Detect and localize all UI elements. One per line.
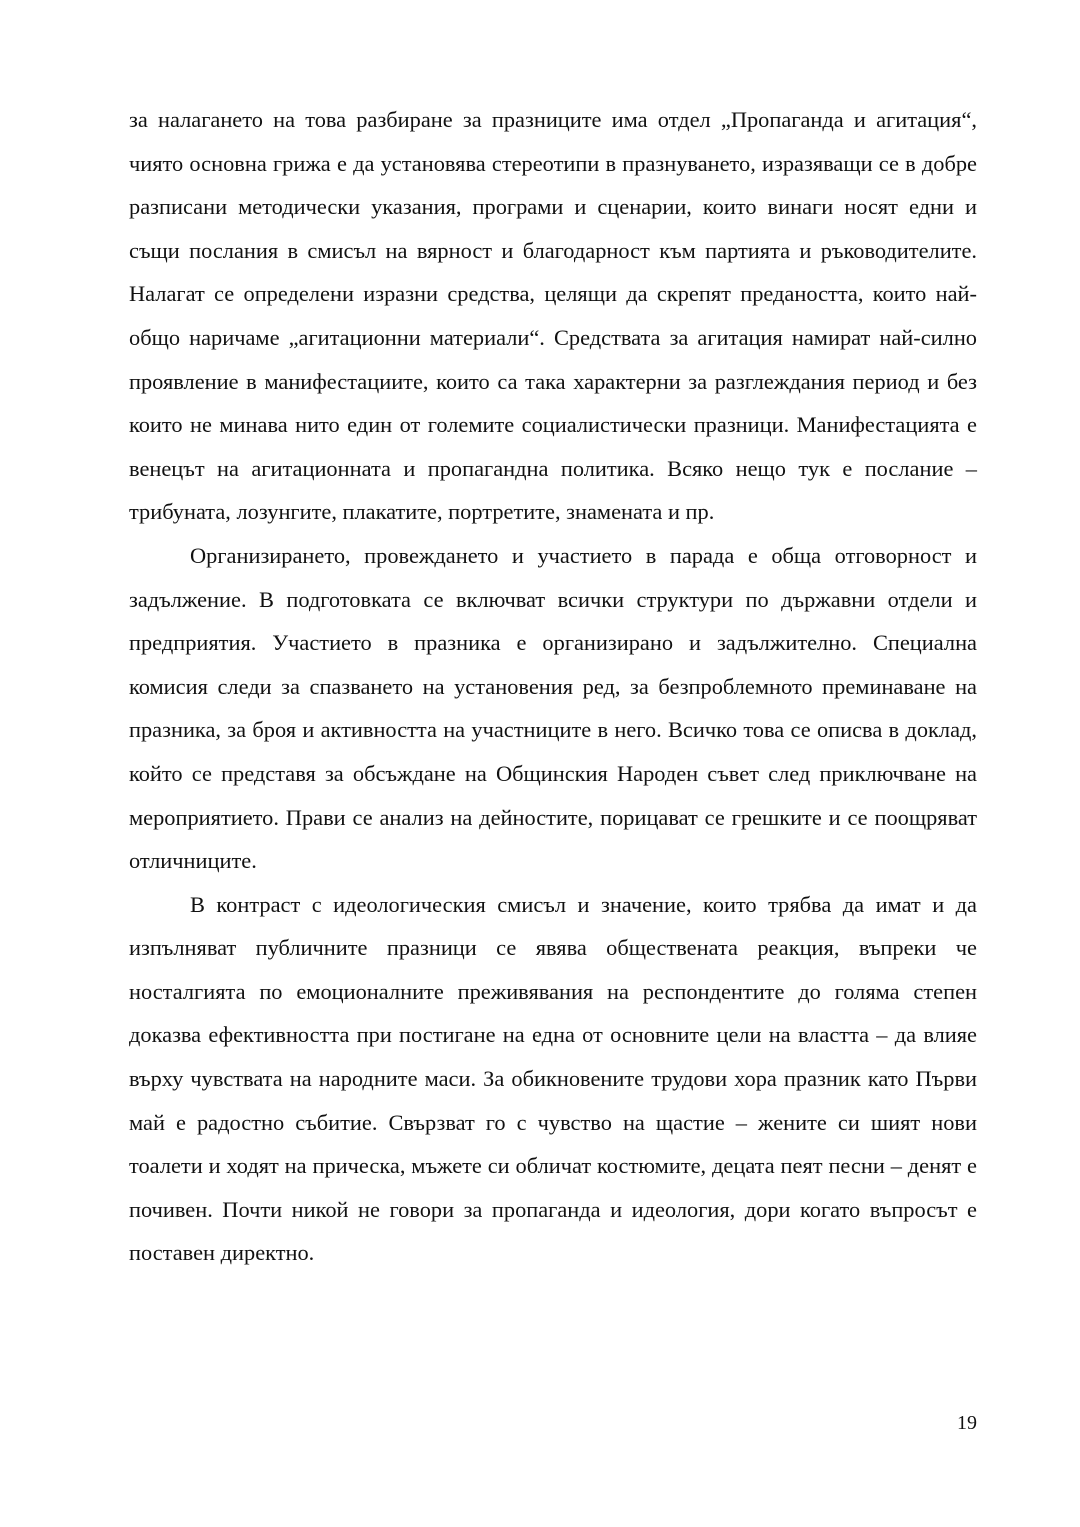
paragraph-continuation: за налагането на това разбиране за празниците има отдел „Пропаганда и агитация“, чиято основна грижа е да установява стереотипи в празнуването, изразяващи се в добре разписани методически указания, програми и сценарии, които винаги носят едни и същи послания в смисъл на вярност и благодарност към партията и ръководителите. Налагат се определени изразни средства, целящи да скрепят предаността, които най-общо наричаме „агитационни материали“. Средствата за агитация намират най-силно проявление в манифестациите, които са така характерни за разглеждания период и без които не минава нито един от големите социалистически празници. Манифестацията е венецът на агитационната и пропагандна политика. Всяко нещо тук е послание – трибуната, лозунгите, плакатите, портретите, знамената и пр. [129,107,977,525]
body-text [129,98,977,1275]
page-number: 19 [957,1412,977,1434]
paragraph-contrast: В контраст с идеологическия смисъл и значение, които трябва да имат и да изпълняват публичните празници се явява обществената реакция, въпреки че носталгията по емоционалните преживявания на респондентите до голяма степен доказва ефективността при постигане на една от основните цели на властта – да влияе върху чувствата на народните маси. За обикновените трудови хора празник като Първи май е радостно събитие. Свързват го с чувство на щастие – жените си шият нови тоалети и ходят на прическа, мъжете си обличат костюмите, децата пеят песни – денят е почивен. Почти никой не говори за пропаганда и идеология, дори когато въпросът е поставен директно. [129,891,977,1266]
paragraph-organization: Организирането, провеждането и участието в парада е обща отговорност и задължение. В подготовката се включват всички структури по държавни отдели и предприятия. Участието в празника е организирано и задължително. Специална комисия следи за спазването на установения ред, за безпроблемното преминаване на празника, за броя и активността на участниците в него. Всичко това се описва в доклад, който се представя за обсъждане на Общинския Народен съвет след приключване на мероприятието. Прави се анализ на дейностите, порицават се грешките и се поощряват отличниците. [129,542,977,874]
